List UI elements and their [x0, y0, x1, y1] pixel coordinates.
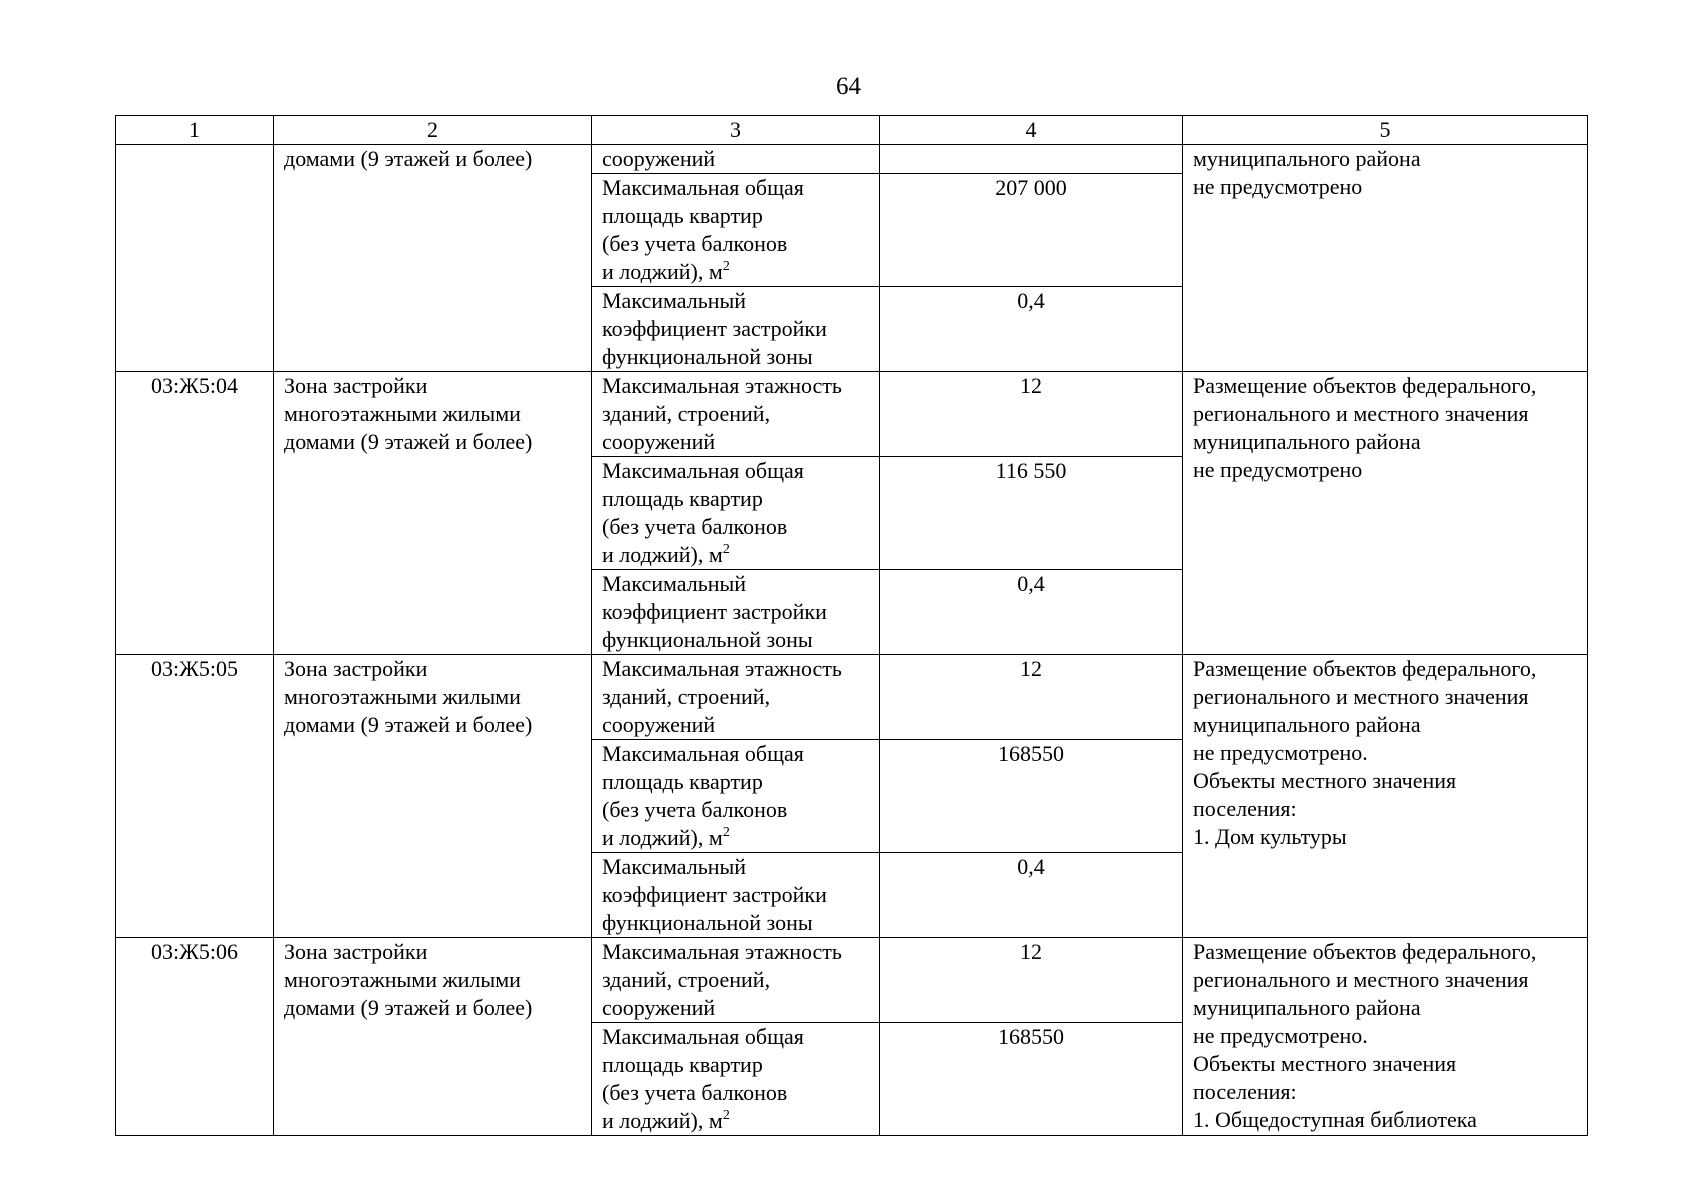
param-value-cell: 168550 — [880, 1023, 1183, 1136]
zone-code-cell: 03:Ж5:04 — [116, 372, 274, 655]
zone-code-cell: 03:Ж5:05 — [116, 655, 274, 938]
column-header-5: 5 — [1183, 116, 1588, 145]
param-value-cell: 207 000 — [880, 174, 1183, 287]
param-value-cell: 12 — [880, 372, 1183, 457]
superscript: 2 — [722, 542, 730, 557]
column-number-row — [116, 116, 1588, 145]
column-header-4: 4 — [880, 116, 1183, 145]
param-label-cell: Максимальная общая площадь квартир (без учета балконов и лоджий), $м^2$ — [592, 174, 880, 287]
zone-code-cell: 03:Ж5:06 — [116, 938, 274, 1136]
zone-name-cell: Зона застройки многоэтажными жилыми домами (9 этажей и более) — [274, 938, 592, 1136]
zone-code-cell — [116, 145, 274, 372]
param-label-cell: Максимальная этажность зданий, строений, сооружений — [592, 372, 880, 457]
param-value-cell: 0,4 — [880, 570, 1183, 655]
param-value-cell: 168550 — [880, 740, 1183, 853]
superscript: 2 — [722, 259, 730, 274]
superscript: 2 — [722, 825, 730, 840]
param-value-cell: 0,4 — [880, 287, 1183, 372]
param-value-cell — [880, 145, 1183, 174]
param-label-cell: Максимальный коэффициент застройки функциональной зоны — [592, 287, 880, 372]
param-label-cell: Максимальная этажность зданий, строений, сооружений — [592, 938, 880, 1023]
table-row — [116, 938, 1588, 1023]
objects-cell: Размещение объектов федерального, регионального и местного значения муниципального района не предусмотрено. Объекты местного значения поселения: 1. Общедоступная библиотека — [1183, 938, 1588, 1136]
table-row — [116, 655, 1588, 740]
superscript: 2 — [722, 1108, 730, 1123]
param-label-cell: Максимальный коэффициент застройки функциональной зоны — [592, 570, 880, 655]
column-header-2: 2 — [274, 116, 592, 145]
zone-name-cell: домами (9 этажей и более) — [274, 145, 592, 372]
param-value-cell: 0,4 — [880, 853, 1183, 938]
table-row — [116, 145, 1588, 174]
param-label-cell: Максимальная общая площадь квартир (без учета балконов и лоджий), $м^2$ — [592, 740, 880, 853]
param-value-cell: 12 — [880, 655, 1183, 740]
param-label-cell: сооружений — [592, 145, 880, 174]
param-value-cell: 116 550 — [880, 457, 1183, 570]
param-label-cell: Максимальный коэффициент застройки функциональной зоны — [592, 853, 880, 938]
column-header-3: 3 — [592, 116, 880, 145]
zones-table — [115, 115, 1588, 1136]
param-label-cell: Максимальная общая площадь квартир (без учета балконов и лоджий), $м^2$ — [592, 457, 880, 570]
param-value-cell: 12 — [880, 938, 1183, 1023]
page-number: 64 — [836, 73, 861, 100]
table-row — [116, 372, 1588, 457]
zone-name-cell: Зона застройки многоэтажными жилыми домами (9 этажей и более) — [274, 655, 592, 938]
objects-cell: Размещение объектов федерального, регионального и местного значения муниципального района не предусмотрено. Объекты местного значения поселения: 1. Дом культуры — [1183, 655, 1588, 938]
objects-cell: муниципального района не предусмотрено — [1183, 145, 1588, 372]
param-label-cell: Максимальная этажность зданий, строений, сооружений — [592, 655, 880, 740]
zone-name-cell: Зона застройки многоэтажными жилыми домами (9 этажей и более) — [274, 372, 592, 655]
column-header-1: 1 — [116, 116, 274, 145]
param-label-cell: Максимальная общая площадь квартир (без учета балконов и лоджий), $м^2$ — [592, 1023, 880, 1136]
objects-cell: Размещение объектов федерального, регионального и местного значения муниципального района не предусмотрено — [1183, 372, 1588, 655]
